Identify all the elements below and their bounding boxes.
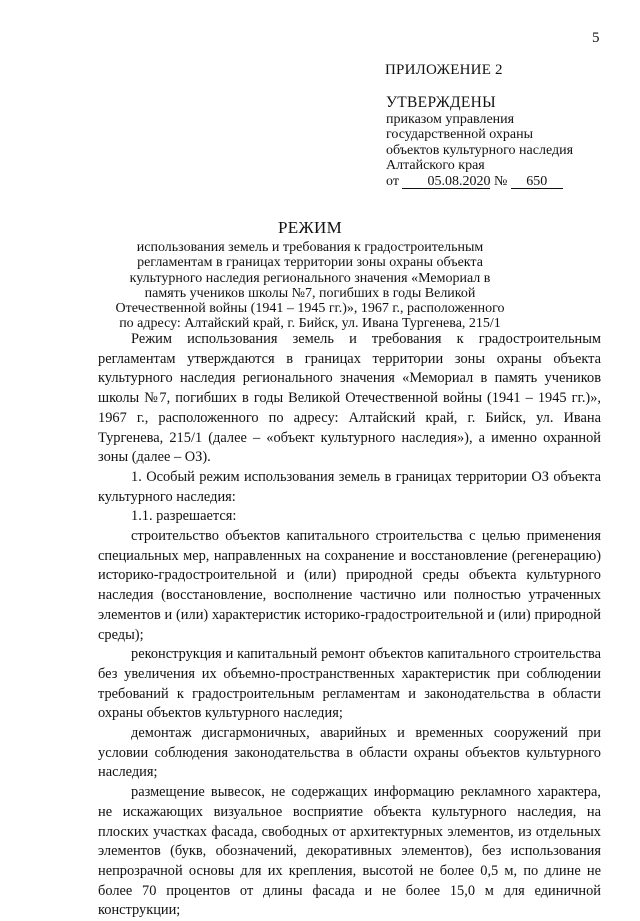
appendix-label: ПРИЛОЖЕНИЕ 2 — [385, 62, 503, 78]
approval-block — [386, 95, 626, 189]
list-item-construction: строительство объектов капитального строительства с целью применения специальных мер, направленных на сохранение и восстановление (регенерацию) историко-градостроительной и (или) природной среды объекта культурного наследия (восстановление, восполнение частично или полностью утраченных элементов и (или) характеристик историко-градостроительной и (или) природной среды); — [98, 528, 601, 643]
subtitle-line: использования земель и требования к градостроительным — [136, 240, 484, 255]
list-item-demolition: демонтаж дисгармоничных, аварийных и временных сооружений при условии соблюдения законодательства в области охраны объектов культурного наследия; — [98, 725, 601, 781]
subtitle-line: регламентам в границах территории зоны охраны объекта — [137, 255, 483, 271]
order-number: 650 — [511, 175, 563, 189]
approval-date-line — [386, 174, 626, 190]
document-title-block — [100, 218, 520, 332]
approval-line: государственной охраны — [386, 127, 534, 142]
document-body — [98, 330, 601, 921]
approval-line: объектов культурного наследия — [386, 142, 574, 158]
subtitle-line: Отечественной войны (1941 – 1945 гг.)», 1967 г., расположенного — [115, 301, 505, 317]
date-prefix: от — [386, 173, 399, 189]
list-item-signage: размещение вывесок, не содержащих информацию рекламного характера, не искажающих визуальное восприятие объекта культурного наследия, на плоских участках фасада, свободных от архитектурных элементов, из отдельных элементов (букв, обозначений, декоративных элементов), без использования непрозрачной основы для их крепления, высотой не более 0,5 м, по длине не более 70 процентов от длины фасада и не более 15,0 м для единичной конструкции; — [98, 784, 601, 919]
subsection-1-1-heading: 1.1. разрешается: — [131, 508, 237, 525]
approval-line: приказом управления — [386, 111, 515, 127]
section-1-heading: 1. Особый режим использования земель в границах территории ОЗ объекта культурного наследия: — [98, 468, 601, 505]
number-label: № — [493, 173, 508, 189]
subtitle-line: культурного наследия регионального значения «Мемориал в — [129, 270, 491, 286]
list-item-reconstruction: реконструкция и капитальный ремонт объектов капитального строительства без увеличения их объемно-пространственных характеристик при соблюдении требований к градостроительным регламентам и законодательства в области охраны объектов культурного наследия; — [98, 646, 601, 722]
approval-title: УТВЕРЖДЕНЫ — [386, 94, 496, 111]
subtitle-line: память учеников школы №7, погибших в годы Великой — [144, 285, 476, 301]
intro-paragraph: Режим использования земель и требования к градостроительным регламентам утверждаются в границах территории зоны охраны объекта культурного наследия регионального значения «Мемориал в память учеников школы №7, погибших в годы Великой Отечественной войны (1941 – 1945 гг.)», 1967 г., расположенного по адресу: Алтайский край, г. Бийск, ул. Ивана Тургенева, 215/1 (далее – «объект культурного наследия»), а именно охранной зоны (далее – ОЗ). — [98, 331, 601, 466]
page-number: 5 — [592, 30, 600, 46]
order-date: 05.08.2020 — [402, 175, 490, 189]
document-title: РЕЖИМ — [278, 218, 342, 237]
approval-line: Алтайского края — [386, 158, 485, 173]
subtitle-line: по адресу: Алтайский край, г. Бийск, ул. Ивана Тургенева, 215/1 — [119, 316, 501, 332]
